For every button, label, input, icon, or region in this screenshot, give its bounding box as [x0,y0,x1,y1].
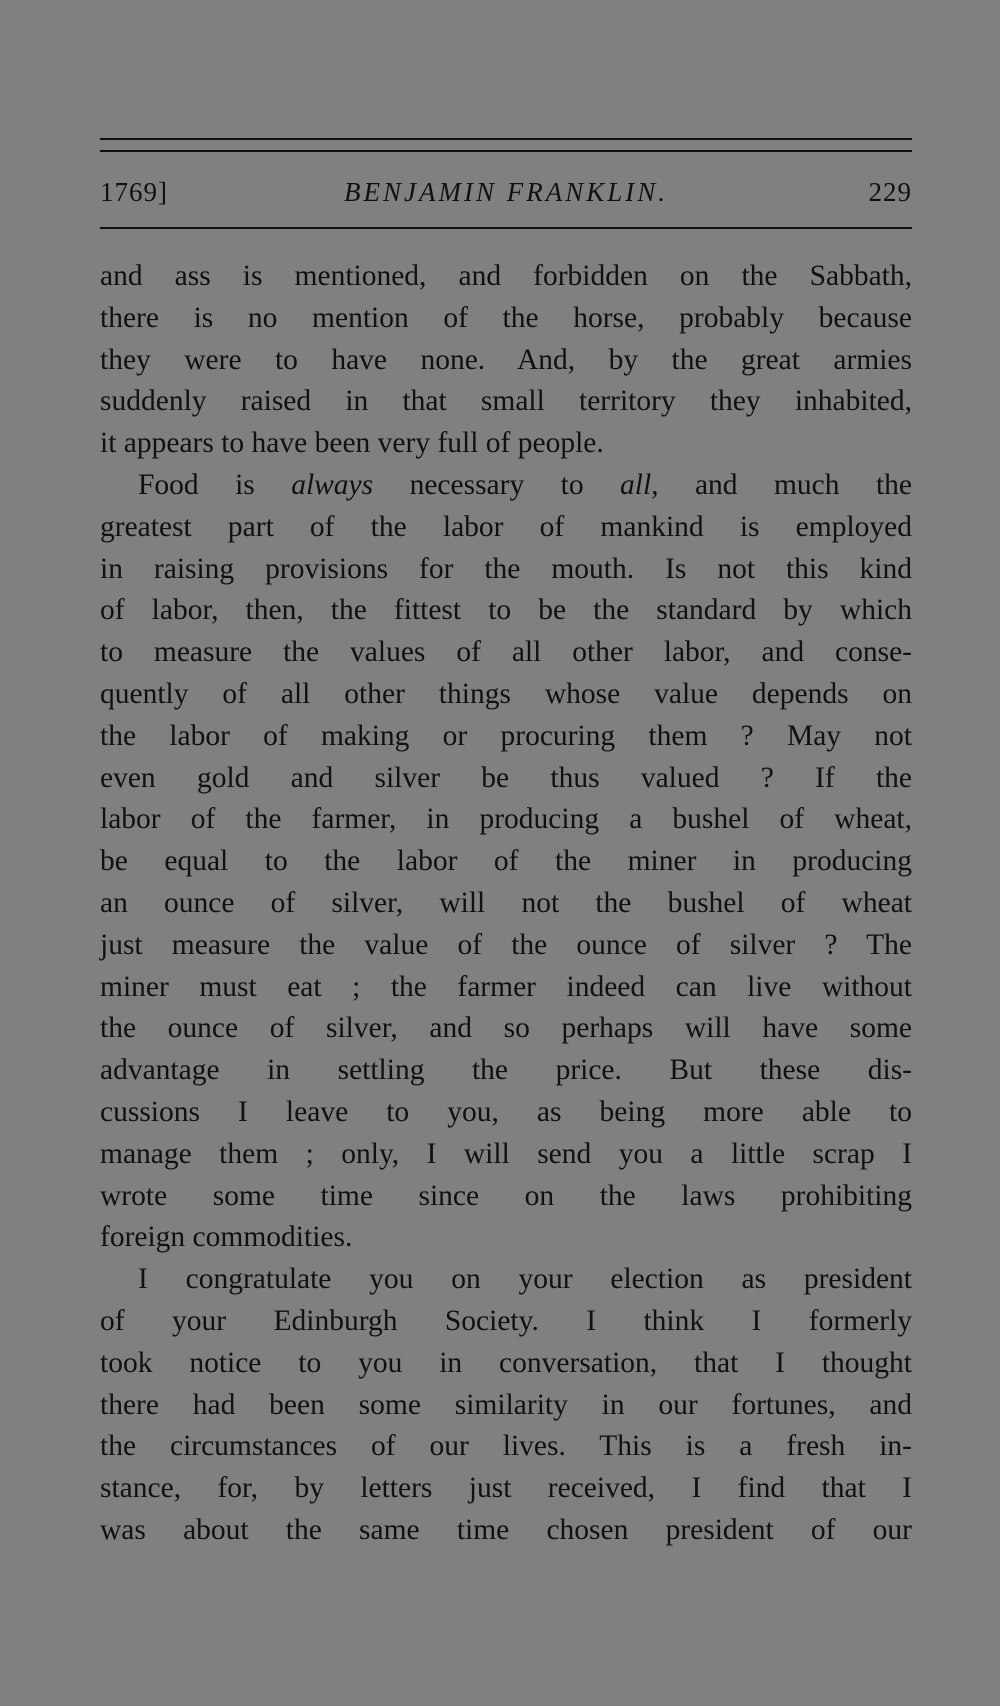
text-fragment: necessary to [373,468,621,501]
italic-word: all, [620,468,659,501]
text-line: suddenly raised in that small territory they inhabited, [100,385,912,418]
text-line: wrote some time since on the laws prohibiting [100,1179,912,1212]
text-fragment: Food is [138,468,292,501]
text-line: of your Edinburgh Society. I think I formerly [100,1304,912,1337]
text-line: I congratulate you on your election as president [138,1263,912,1296]
text-line: just measure the value of the ounce of silver ? The [100,928,912,961]
text-line: in raising provisions for the mouth. Is not this kind [100,552,912,585]
text-line: of labor, then, the fittest to be the standard by which [100,594,912,627]
text-line: be equal to the labor of the miner in producing [100,845,912,878]
text-line: there is no mention of the horse, probably because [100,301,912,334]
body-text [100,256,912,1552]
top-rule-second [100,150,912,152]
text-line: even gold and silver be thus valued ? If the [100,761,912,794]
text-line: the labor of making or procuring them ? May not [100,719,912,752]
header-title: BENJAMIN FRANKLIN. [344,177,668,207]
text-line [100,465,912,507]
text-line: manage them ; only, I will send you a little scrap I [100,1137,912,1170]
text-line: an ounce of silver, will not the bushel of wheat [100,886,912,919]
text-line: to measure the values of all other labor, and conse- [100,636,912,669]
text-line: took notice to you in conversation, that I thought [100,1346,912,1379]
header-rule [100,227,912,229]
header-year: 1769] [100,177,168,207]
text-line: was about the same time chosen president of our [100,1513,912,1546]
text-line: foreign commodities. [100,1221,353,1254]
book-page [100,0,912,1706]
running-header [100,172,912,212]
italic-word: always [291,468,374,501]
text-line: cussions I leave to you, as being more able to [100,1095,912,1128]
top-rule [100,138,912,140]
text-line: stance, for, by letters just received, I find that I [100,1472,912,1505]
text-line: there had been some similarity in our fortunes, and [100,1388,912,1421]
text-line: and ass is mentioned, and forbidden on the Sabbath, [100,260,912,292]
text-line: greatest part of the labor of mankind is employed [100,510,912,543]
text-line: the ounce of silver, and so perhaps will have some [100,1012,912,1045]
text-line: they were to have none. And, by the great armies [100,343,912,376]
text-fragment: and much the [658,468,912,501]
text-line: labor of the farmer, in producing a bushel of wheat, [100,803,912,836]
page-number: 229 [868,177,912,207]
text-line: it appears to have been very full of people. [100,427,604,460]
text-line: the circumstances of our lives. This is a fresh in- [100,1430,912,1463]
text-line: advantage in settling the price. But these dis- [100,1054,912,1087]
text-line: quently of all other things whose value depends on [100,677,912,710]
text-line: miner must eat ; the farmer indeed can live without [100,970,912,1003]
